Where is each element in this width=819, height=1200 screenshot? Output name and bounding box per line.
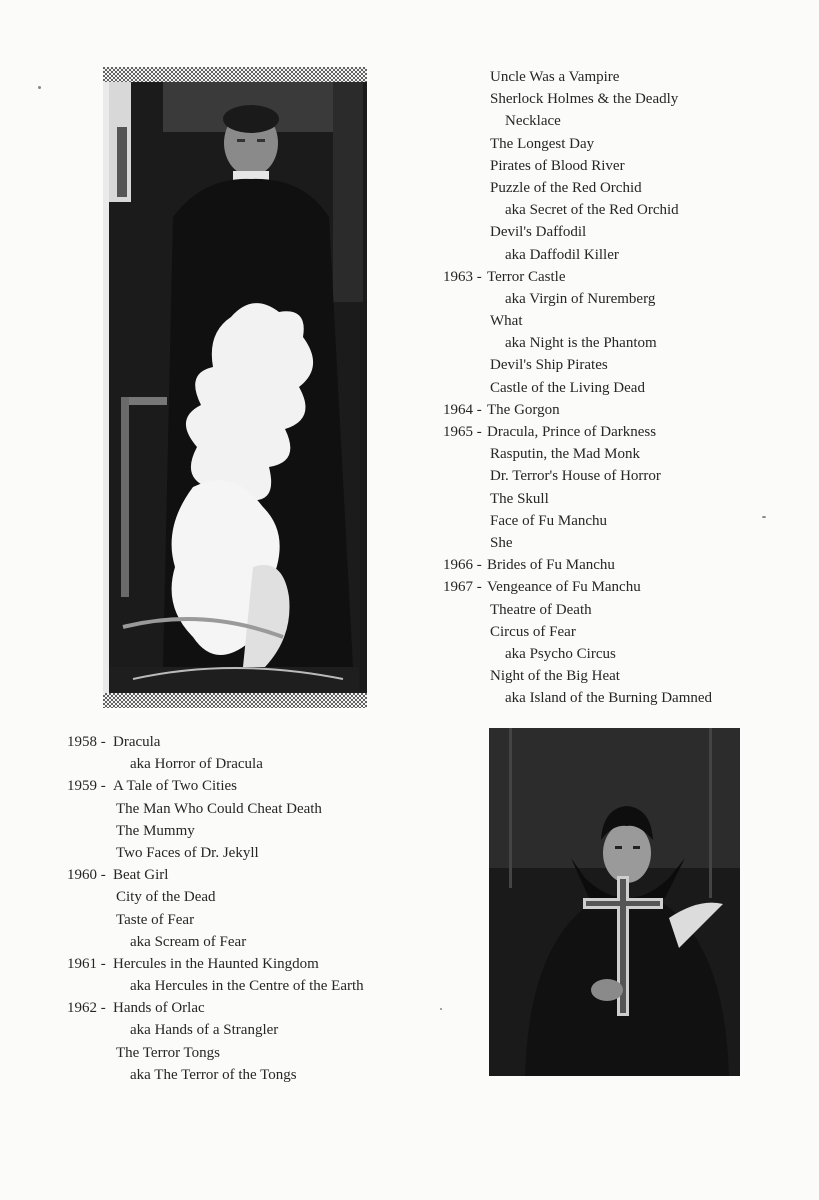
film-title: The Man Who Could Cheat Death: [116, 800, 322, 817]
film-alt-title: aka Virgin of Nuremberg: [505, 290, 656, 307]
film-title: Devil's Ship Pirates: [490, 357, 608, 374]
film-title: Castle of the Living Dead: [490, 379, 645, 396]
film-alt-title: aka Psycho Circus: [505, 645, 616, 662]
scan-speck: [762, 516, 766, 518]
film-title: Taste of Fear: [116, 911, 195, 928]
film-title: Circus of Fear: [490, 623, 576, 640]
film-title: The Gorgon: [487, 401, 560, 418]
film-year: 1960 -: [67, 867, 106, 884]
film-title: What: [490, 313, 523, 330]
film-title: The Skull: [490, 490, 549, 507]
film-alt-title: aka Hercules in the Centre of the Earth: [130, 978, 364, 995]
film-title: The Longest Day: [490, 135, 595, 152]
film-title: Puzzle of the Red Orchid: [490, 179, 642, 196]
scan-speck: [38, 86, 41, 89]
film-year: 1959 -: [67, 778, 106, 795]
film-title: Hands of Orlac: [113, 1000, 205, 1017]
film-year: 1958 -: [67, 734, 106, 750]
film-title: Rasputin, the Mad Monk: [490, 446, 640, 463]
film-title: Devil's Daffodil: [490, 224, 587, 241]
film-title: Sherlock Holmes & the Deadly: [490, 91, 679, 108]
film-title: Dracula: [113, 734, 161, 750]
film-title: A Tale of Two Cities: [113, 778, 238, 795]
film-year: 1964 -: [443, 401, 482, 418]
film-year: 1966 -: [443, 557, 482, 574]
film-title: Theatre of Death: [490, 601, 592, 618]
film-title: Terror Castle: [487, 268, 566, 285]
film-title: Uncle Was a Vampire: [490, 69, 620, 85]
film-alt-title: aka Scream of Fear: [130, 933, 247, 950]
film-title: Vengeance of Fu Manchu: [487, 579, 641, 596]
film-alt-title: aka Night is the Phantom: [505, 335, 657, 352]
film-alt-title: aka The Terror of the Tongs: [130, 1066, 297, 1083]
film-year: 1967 -: [443, 579, 482, 596]
film-title: Beat Girl: [113, 867, 169, 884]
film-alt-title: aka Island of the Burning Damned: [505, 690, 713, 707]
film-title: She: [490, 534, 513, 551]
film-alt-title: aka Hands of a Strangler: [130, 1022, 279, 1039]
film-title: Night of the Big Heat: [490, 668, 620, 685]
film-title: City of the Dead: [116, 889, 216, 906]
film-alt-title: aka Daffodil Killer: [505, 246, 619, 263]
film-title: Hercules in the Haunted Kingdom: [113, 955, 319, 972]
film-year: 1963 -: [443, 268, 482, 285]
film-title: Brides of Fu Manchu: [487, 557, 615, 574]
film-alt-title: Necklace: [505, 113, 561, 130]
standing-portrait-photo: [103, 67, 367, 708]
film-year: 1962 -: [67, 1000, 106, 1017]
film-year: 1965 -: [443, 424, 482, 440]
film-title: Face of Fu Manchu: [490, 512, 608, 529]
film-year: 1961 -: [67, 955, 106, 972]
cross-portrait-photo: [489, 728, 740, 1076]
film-title: Pirates of Blood River: [490, 157, 625, 174]
film-title: The Terror Tongs: [116, 1044, 220, 1061]
scan-speck: [440, 1008, 442, 1010]
film-title: Dracula, Prince of Darkness: [487, 424, 657, 440]
film-title: Two Faces of Dr. Jekyll: [116, 844, 259, 861]
film-alt-title: aka Secret of the Red Orchid: [505, 202, 679, 219]
film-title: Dr. Terror's House of Horror: [490, 468, 661, 485]
film-alt-title: aka Horror of Dracula: [130, 756, 263, 773]
film-title: The Mummy: [116, 822, 195, 839]
